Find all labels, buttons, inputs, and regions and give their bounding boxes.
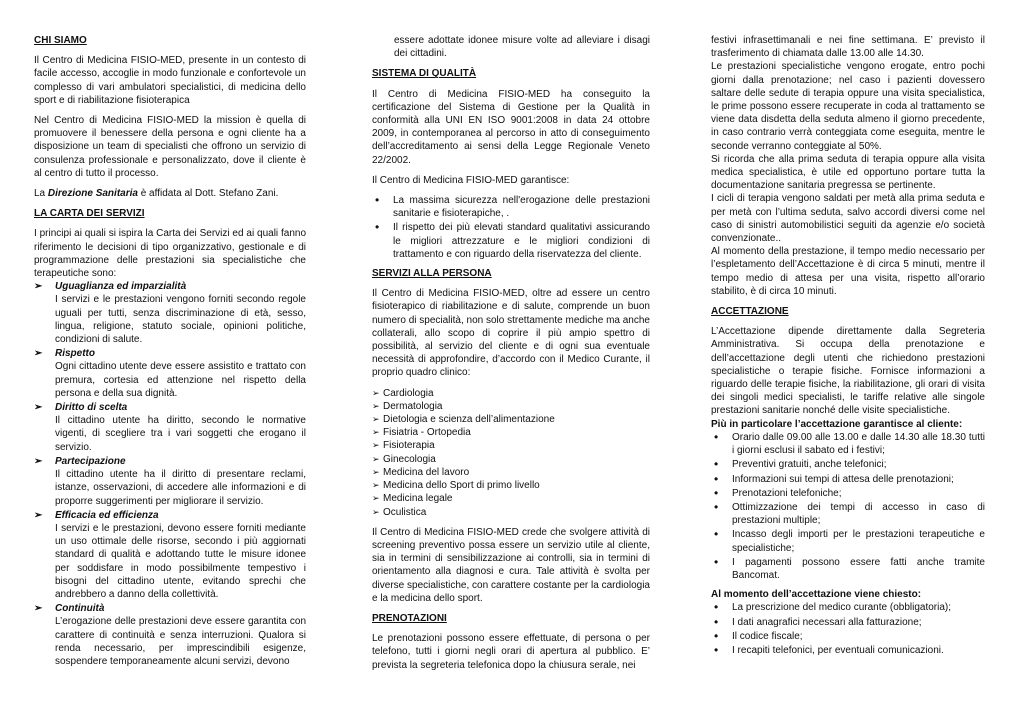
specialita-list <box>372 387 650 519</box>
prestazioni-paragraph: Le prestazioni specialistiche vengono erogate, entro pochi giorni dalla prenotazione; nel caso i pazienti dovessero saltare delle sedute di terapia oppure una visita specialistica, le prime possono essere recuperate in coda al trattamento se viene data disdetta della seduta almeno il giorno precedente, in caso contrario verrà conteggiata come eseguita, mentre le seconde verranno conteggiate al 50%. <box>711 61 985 152</box>
direzione-sanitaria-paragraph <box>34 187 306 200</box>
list-item: ➢ Medicina legale <box>372 492 650 505</box>
principle-item <box>34 401 306 454</box>
festivi-paragraph: festivi infrasettimanali e nei fine settimana. E’ previsto il trasferimento di chiamata dalle 13.00 alle 14.30. <box>711 35 985 60</box>
list-item: ➢ Dermatologia <box>372 400 650 413</box>
principles-list <box>34 280 306 668</box>
list-item: • Informazioni sui tempi di attesa delle prenotazioni; <box>711 473 985 486</box>
principle-title: ➢ Efficacia ed efficienza <box>34 509 306 522</box>
list-item: ➢ Medicina del lavoro <box>372 466 650 479</box>
continuita-continuation: essere adottate idonee misure volte ad alleviare i disagi dei cittadini. <box>394 35 650 60</box>
prenotazioni-heading: PRENOTAZIONI <box>372 612 447 624</box>
qualita-paragraph-1: Il Centro di Medicina FISIO-MED ha conseguito la certificazione del Sistema di Gestione per la Qualità in conformità alla UNI EN ISO 9001:2008 in data 24 ottobre 2009, in contemporanea al percorso in atto di conseguimento dell’accreditamento ai sensi della Legge Regionale Veneto 22/2002. <box>372 88 650 166</box>
accettazione-paragraph: L’Accettazione dipende direttamente dalla Segreteria Amministrativa. Si occupa della prenotazione e dell’accettazione degli utenti che richiedono prestazioni specialistiche o terapie fisiche. Fornisce informazioni a riguardo delle terapie fisiche, la riabilitazione, gli orari di visita dei singoli medici specialisti, le tariffe relative alle singole prestazioni sanitarie nonché delle visite specialistiche. <box>711 326 985 417</box>
list-item: • Orario dalle 09.00 alle 13.00 e dalle 14.30 alle 18.30 tutti i giorni esclusi il sabato ed i festivi; <box>711 431 985 457</box>
servizi-paragraph-1: Il Centro di Medicina FISIO-MED, oltre ad essere un centro fisioterapico di riabilitazione e di salute, comprende un buon numero di specialità, non solo strettamente mediche ma anche collaterali, allo scopo di coprire il più ampio spettro di possibilità, al servizio del cliente e di ogni sua eventuale necessità di approfondire, d’accordo con il Medico Curante, il proprio quadro clinico: <box>372 288 650 379</box>
list-item: • I pagamenti possono essere fatti anche tramite Bancomat. <box>711 556 985 582</box>
viene-chiesto-heading: Al momento dell’accettazione viene chiesto: <box>711 589 922 601</box>
garantisce-cliente-heading: Più in particolare l’accettazione garantisce al cliente: <box>711 418 963 430</box>
column-middle <box>372 34 650 679</box>
chi-siamo-paragraph-1: Il Centro di Medicina FISIO-MED, presente in un contesto di facile accesso, accoglie in modo funzionale e confortevole un complesso di vari ambulatori specialistici, di medicina dello sport e di riabilitazione fisioterapica <box>34 55 306 106</box>
principle-item <box>34 602 306 668</box>
column-left <box>34 34 306 669</box>
principle-text: I servizi e le prestazioni, devono essere forniti mediante un uso ottimale delle risorse, secondo i più aggiornati standard di qualità e adottando tutte le misure idonee per soddisfare in modo possibilmente tempestivo i bisogni del cittadino utente, evitando sprechi che andrebbero a danno della collettività. <box>55 522 306 600</box>
list-item: ➢ Oculistica <box>372 506 650 519</box>
list-item: • Preventivi gratuiti, anche telefonici; <box>711 458 985 471</box>
list-item: ➢ Cardiologia <box>372 387 650 400</box>
principle-item <box>34 509 306 601</box>
viene-chiesto-list <box>711 601 985 657</box>
principle-text: L’erogazione delle prestazioni deve essere garantita con carattere di continuità e senza interruzioni. Qualora si renda necessario, per imprescindibili esigenze, sospendere temporaneamente alcuni servizi, devono <box>55 616 306 667</box>
list-item: ➢ Dietologia e scienza dell’alimentazione <box>372 413 650 426</box>
list-item: • Il codice fiscale; <box>711 630 985 643</box>
list-item: • Incasso degli importi per le prestazioni terapeutiche e specialistiche; <box>711 528 985 554</box>
sistema-qualita-heading: SISTEMA DI QUALITÀ <box>372 68 477 80</box>
principle-item <box>34 280 306 346</box>
direzione-pre: La <box>34 188 48 200</box>
list-item: • La massima sicurezza nell'erogazione delle prestazioni sanitarie e fisioterapiche, . <box>372 194 650 220</box>
list-item: • Il rispetto dei più elevati standard qualitativi assicurando le migliori attrezzature e le migliori condizioni di trattamento e con riguardo della riservatezza del cliente. <box>372 221 650 261</box>
carta-servizi-heading: LA CARTA DEI SERVIZI <box>34 208 145 220</box>
list-item: • Prenotazioni telefoniche; <box>711 487 985 500</box>
accettazione-heading: ACCETTAZIONE <box>711 306 789 318</box>
principle-text: Ogni cittadino utente deve essere assistito e trattato con premura, cortesia ed attenzione nel rispetto della persona e della sua dignità. <box>55 361 306 399</box>
list-item: • I recapiti telefonici, per eventuali comunicazioni. <box>711 644 985 657</box>
chi-siamo-heading: CHI SIAMO <box>34 35 87 46</box>
prenotazioni-paragraph: Le prenotazioni possono essere effettuate, di persona o per telefono, tutti i giorni negli orari di apertura al pubblico. E’ prevista la segreteria telefonica dopo la chiusura serale, nei <box>372 633 650 671</box>
principle-title: ➢ Continuità <box>34 602 306 615</box>
direzione-sanitaria-label: Direzione Sanitaria <box>47 188 138 200</box>
carta-servizi-intro: I principi ai quali si ispira la Carta dei Servizi ed ai quali fanno riferimento le decisioni di tipo organizzativo, gestionale e di programmazione delle prestazioni sia specialistiche che terapeutiche sono: <box>34 228 306 280</box>
principle-item <box>34 455 306 508</box>
column-right <box>711 34 985 663</box>
principle-text: I servizi e le prestazioni vengono forniti secondo regole uguali per tutti, senza discriminazione di età, sesso, lingua, religione, statuto sociale, opinioni politiche, condizioni di salute. <box>55 294 306 346</box>
principle-title: ➢ Partecipazione <box>34 455 306 468</box>
principle-item <box>34 347 306 400</box>
direzione-post: è affidata al Dott. Stefano Zani. <box>137 188 279 200</box>
list-item: • La prescrizione del medico curante (obbligatoria); <box>711 601 985 614</box>
servizi-paragraph-2: Il Centro di Medicina FISIO-MED crede che svolgere attività di screening preventivo possa essere un servizio utile al cliente, sia in termini di sensibilizzazione ai controlli, sia in termini di orientamento alla diagnosi e cura. Tale attività è svolta per diverse specialistiche, con carattere costante per la cardiologia e la medicina dello sport. <box>372 526 650 604</box>
garantisce-cliente-list <box>711 431 985 582</box>
list-item: ➢ Ginecologia <box>372 453 650 466</box>
list-item: ➢ Medicina dello Sport di primo livello <box>372 479 650 492</box>
principle-title: ➢ Uguaglianza ed imparzialità <box>34 280 306 293</box>
principle-text: Il cittadino utente ha il diritto di presentare reclami, istanze, osservazioni, di accedere alle informazioni e di proporre suggerimenti per migliorare il servizio. <box>55 469 306 507</box>
principle-title: ➢ Diritto di scelta <box>34 401 306 414</box>
list-item: • Ottimizzazione dei tempi di accesso in caso di prestazioni multiple; <box>711 501 985 527</box>
principle-title: ➢ Rispetto <box>34 347 306 360</box>
qualita-paragraph-2: Il Centro di Medicina FISIO-MED garantisce: <box>372 174 570 186</box>
list-item: ➢ Fisiatria - Ortopedia <box>372 426 650 439</box>
tempo-medio-paragraph: Al momento della prestazione, il tempo medio necessario per l’espletamento dell’Accettazione è di circa 5 minuti, mentre il tempo medio di attesa per una visita, rispetto all’orario stabilito, è di circa 10 minuti. <box>711 246 985 297</box>
cicli-terapia-paragraph: I cicli di terapia vengono saldati per metà alla prima seduta e per metà con l’ultima seduta, salvo accordi diversi come nel caso di sinistri automobilistici seguiti da agenzie e/o società convenzionate.. <box>711 193 985 245</box>
list-item: • I dati anagrafici necessari alla fatturazione; <box>711 616 985 629</box>
prima-seduta-paragraph: Si ricorda che alla prima seduta di terapia oppure alla visita medica specialistica, è utile ed opportuno portare tutta la documentazione sanitaria pregressa se pertinente. <box>711 153 985 192</box>
chi-siamo-paragraph-2: Nel Centro di Medicina FISIO-MED la mission è quella di promuovere il benessere della persona e ogni cliente ha a disposizione un team di specialisti che offrono un servizio di consulenza professionale e personalizzato, dove il cliente è al centro di tutto il processo. <box>34 115 306 179</box>
garantisce-list <box>372 194 650 261</box>
principle-text: Il cittadino utente ha diritto, secondo le normative vigenti, di scegliere tra i vari soggetti che erogano il servizio. <box>55 415 306 453</box>
list-item: ➢ Fisioterapia <box>372 439 650 452</box>
servizi-persona-heading: SERVIZI ALLA PERSONA <box>372 268 492 280</box>
